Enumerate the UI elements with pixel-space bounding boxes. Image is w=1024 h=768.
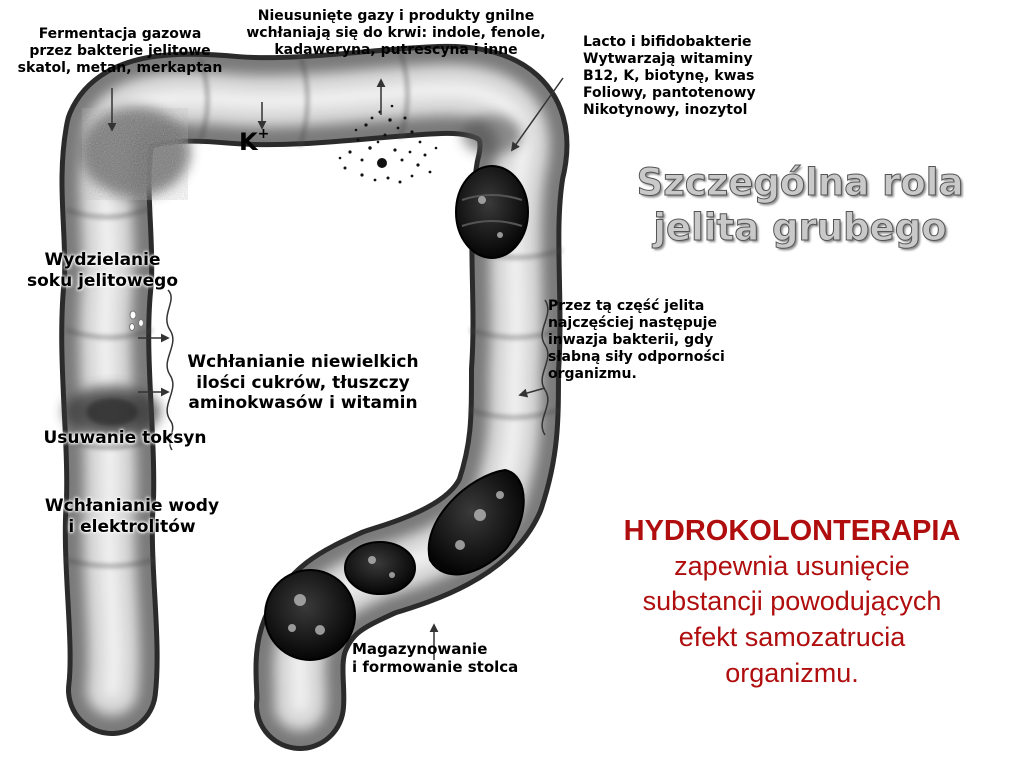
invasion-label: Przez tą część jelita najczęściej następuje inwazja bakterii, gdy słabną siły odporności organizmu.	[548, 298, 725, 383]
gas-fermentation-area	[80, 107, 190, 200]
hydro-body-line: organizmu.	[725, 657, 859, 688]
water-absorption-label: Wchłanianie wody i elektrolitów	[44, 496, 220, 537]
potassium-ion-label: K+	[239, 126, 270, 156]
hydro-body-line: efekt samozatrucia	[678, 622, 906, 653]
storage-label: Magazynowanie i formowanie stolca	[352, 640, 519, 677]
hydrocolon-callout	[560, 514, 1024, 691]
slide-title: Szczególna rola jelita grubego	[636, 161, 964, 250]
lacto-label: Lacto i bifidobakterie Wytwarzają witaminy B12, K, biotynę, kwas Foliowy, pantotenowy Nikotynowy, inozytol	[583, 34, 756, 119]
fermentation-label: Fermentacja gazowa przez bakterie jelitowe skatol, metan, merkaptan	[17, 26, 223, 77]
toxins-label: Usuwanie toksyn	[43, 428, 207, 448]
secretion-label: Wydzielanie soku jelitowego	[26, 250, 179, 291]
hydrocolon-heading: HYDROKOLONTERAPIA	[623, 515, 961, 547]
absorption-small-label: Wchłanianie niewielkich ilości cukrów, tłuszczy aminokwasów i witamin	[187, 352, 419, 414]
hydro-body-line: substancji powodujących	[642, 586, 942, 617]
gases-label: Nieusunięte gazy i produkty gnilne wchłaniają się do krwi: indole, fenole, kadaweryna, putrescyna i inne	[246, 8, 546, 59]
hydro-body-line: zapewnia usunięcie	[674, 550, 910, 581]
